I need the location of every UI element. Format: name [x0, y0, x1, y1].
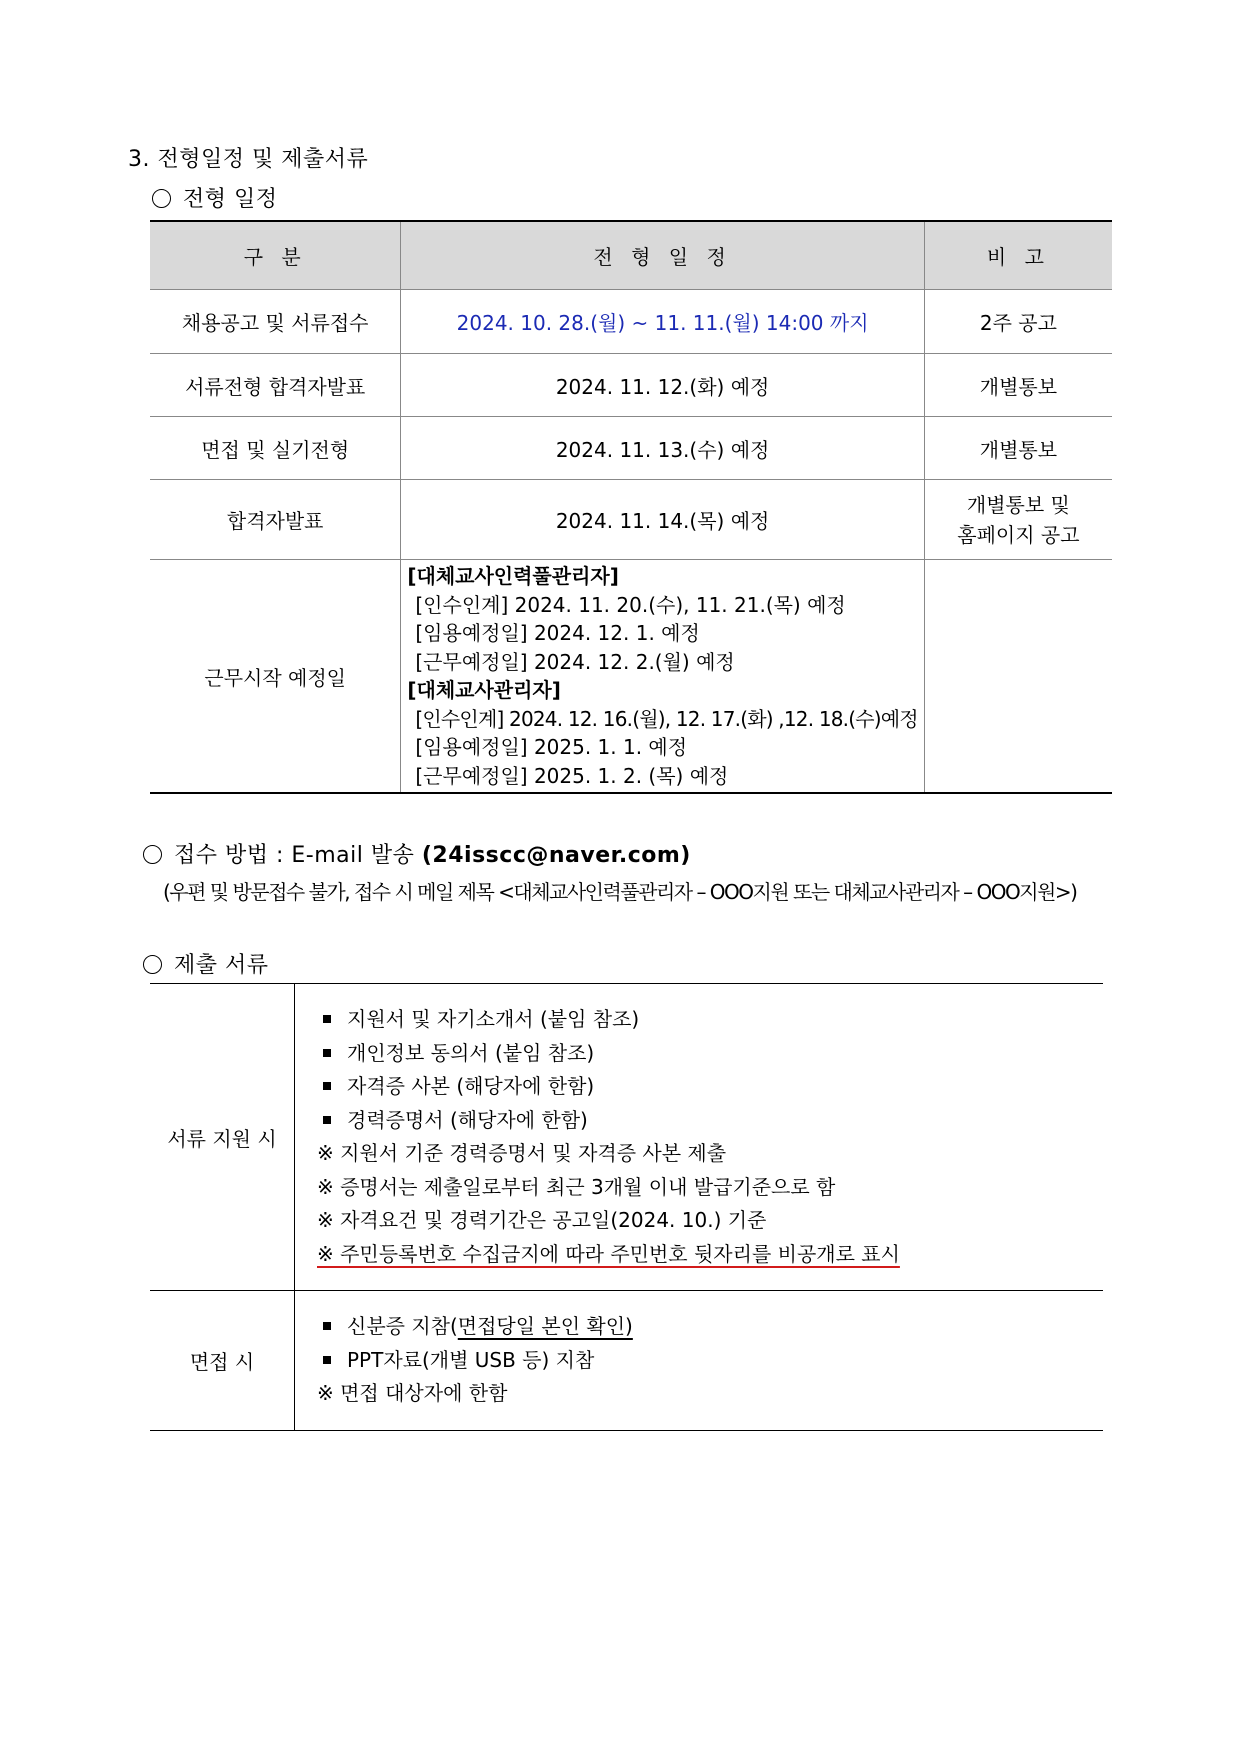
row-category: 합격자발표 [150, 480, 401, 560]
schedule-table [150, 220, 1112, 794]
schedule-subtitle [152, 182, 278, 213]
list-item-text: 지원서 및 자기소개서 (붙임 참조) [347, 1007, 640, 1031]
group-line: [근무예정일] 2025. 1. 2. (목) 예정 [415, 763, 729, 788]
list-item [315, 1310, 1102, 1344]
apply-label: 접수 방법 : E-mail 발송 [174, 843, 415, 868]
interview-label: 면접 시 [150, 1291, 295, 1431]
row-category: 면접 및 실기전형 [150, 417, 401, 480]
row-note-line: 홈페이지 공고 [957, 522, 1080, 547]
row-date: 2024. 11. 13.(수) 예정 [401, 417, 924, 480]
row-date: 2024. 10. 28.(월) ~ 11. 11.(월) 14:00 까지 [401, 290, 924, 354]
schedule-subtitle-text: 전형 일정 [183, 187, 278, 212]
row-note [924, 480, 1112, 560]
row-category: 서류전형 합격자발표 [150, 354, 401, 417]
row-note [924, 560, 1112, 794]
circle-bullet-icon [143, 955, 162, 974]
table-row [150, 984, 1103, 1291]
documents-table [150, 983, 1103, 1431]
group-line: [인수인계] 2024. 12. 16.(월), 12. 17.(화) ,12. 18.(수)예정 [415, 706, 918, 731]
note-line: ※ 증명서는 제출일로부터 최근 3개월 이내 발급기준으로 함 [317, 1174, 836, 1199]
table-row [150, 560, 1112, 794]
row-date: 2024. 11. 12.(화) 예정 [401, 354, 924, 417]
table-row [150, 354, 1112, 417]
row-category: 채용공고 및 서류접수 [150, 290, 401, 354]
note-line: ※ 면접 대상자에 한함 [317, 1381, 508, 1406]
group-title: [대체교사인력풀관리자] [407, 564, 619, 588]
table-row [150, 417, 1112, 480]
section-title: 3. 전형일정 및 제출서류 [128, 147, 369, 172]
table-row [150, 480, 1112, 560]
square-bullet-icon [323, 1082, 331, 1090]
square-bullet-icon [323, 1322, 331, 1330]
list-item [315, 1344, 1102, 1378]
row-note: 개별통보 [924, 354, 1112, 417]
note-line: ※ 자격요건 및 경력기간은 공고일(2024. 10.) 기준 [317, 1208, 767, 1232]
apply-email: (24isscc@naver.com) [421, 843, 691, 868]
apply-note: (우편 및 방문접수 불가, 접수 시 메일 제목 <대체교사인력풀관리자 – OOO지원 또는 대체교사관리자 – OOO지원>) [163, 880, 1077, 904]
application-content [295, 984, 1104, 1291]
table-row [150, 1291, 1103, 1431]
interview-content [295, 1291, 1104, 1431]
group-title: [대체교사관리자] [407, 678, 561, 702]
list-item [315, 1003, 1102, 1037]
header-category: 구 분 [150, 221, 401, 290]
schedule-header-row [150, 221, 1112, 290]
header-note: 비 고 [924, 221, 1112, 290]
list-item [315, 1104, 1102, 1138]
square-bullet-icon [323, 1015, 331, 1023]
note-line: ※ 지원서 기준 경력증명서 및 자격증 사본 제출 [317, 1141, 727, 1165]
group-line: [인수인계] 2024. 11. 20.(수), 11. 21.(목) 예정 [415, 592, 846, 617]
documents-subtitle [143, 948, 269, 979]
list-item-text: 개인정보 동의서 (붙임 참조) [347, 1040, 595, 1065]
row-category: 근무시작 예정일 [150, 560, 401, 794]
note-underlined-text: ※ 주민등록번호 수집금지에 따라 주민번호 뒷자리를 비공개로 표시 [317, 1241, 900, 1266]
square-bullet-icon [323, 1116, 331, 1124]
list-item-text: PPT자료(개별 USB 등) 지참 [347, 1347, 595, 1372]
application-label: 서류 지원 시 [150, 984, 295, 1291]
row-note-line: 개별통보 및 [966, 492, 1070, 517]
square-bullet-icon [323, 1049, 331, 1057]
list-item-underlined-text: 면접당일 본인 확인) [457, 1314, 633, 1339]
row-date: 2024. 11. 14.(목) 예정 [401, 480, 924, 560]
start-date-cell [401, 560, 924, 794]
row-note: 2주 공고 [924, 290, 1112, 354]
list-item [315, 1037, 1102, 1071]
row-note: 개별통보 [924, 417, 1112, 480]
circle-bullet-icon [152, 189, 171, 208]
list-item-text: 신분증 지참( [347, 1314, 458, 1339]
apply-method [143, 838, 691, 869]
list-item-text: 자격증 사본 (해당자에 한함) [347, 1074, 595, 1098]
group-line: [근무예정일] 2024. 12. 2.(월) 예정 [415, 649, 735, 674]
header-schedule: 전 형 일 정 [401, 221, 924, 290]
list-item-text: 경력증명서 (해당자에 한함) [347, 1107, 588, 1132]
square-bullet-icon [323, 1356, 331, 1364]
list-item [315, 1070, 1102, 1104]
circle-bullet-icon [143, 845, 162, 864]
table-row [150, 290, 1112, 354]
group-line: [임용예정일] 2025. 1. 1. 예정 [415, 735, 688, 759]
documents-subtitle-text: 제출 서류 [174, 953, 269, 978]
group-line: [임용예정일] 2024. 12. 1. 예정 [415, 621, 700, 645]
note-line-underlined [315, 1238, 1102, 1272]
